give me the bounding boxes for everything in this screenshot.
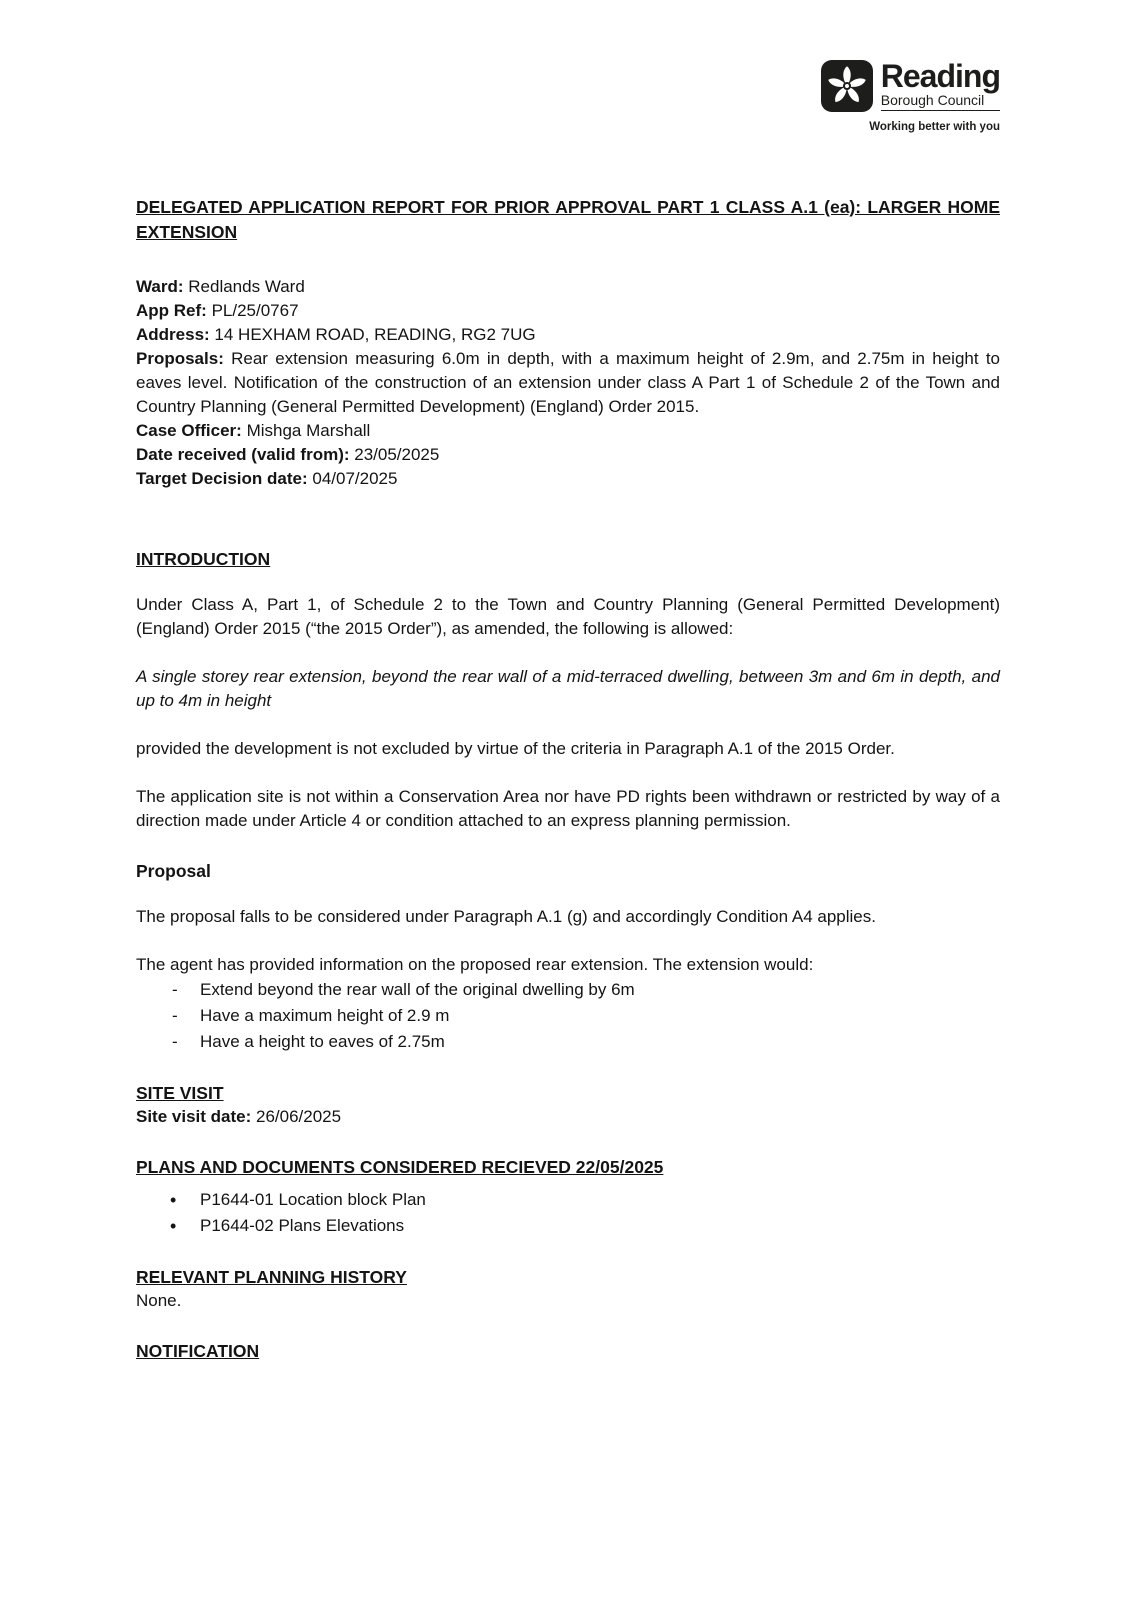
logo-brand: Reading <box>880 58 1000 94</box>
proposal-list-item: - Extend beyond the rear wall of the original dwelling by 6m <box>136 977 1000 1003</box>
site-visit-heading: SITE VISIT <box>136 1083 224 1103</box>
site-visit-date-value: 26/06/2025 <box>256 1107 342 1126</box>
meta-date-received-value: 23/05/2025 <box>354 445 440 464</box>
introduction-paragraph-2: provided the development is not excluded by virtue of the criteria in Paragraph A.1 of the 2015 Order. <box>136 739 895 758</box>
meta-ward <box>136 275 1000 299</box>
meta-proposals <box>136 347 1000 419</box>
history-heading: RELEVANT PLANNING HISTORY <box>136 1267 407 1287</box>
plans-heading: PLANS AND DOCUMENTS CONSIDERED RECIEVED 22/05/2025 <box>136 1157 664 1177</box>
meta-app-ref-value: PL/25/0767 <box>211 301 299 320</box>
plans-list-item: • P1644-01 Location block Plan <box>136 1187 1000 1213</box>
meta-target-date <box>136 467 1000 491</box>
plans-list-item: • P1644-02 Plans Elevations <box>136 1213 1000 1239</box>
document-title: DELEGATED APPLICATION REPORT FOR PRIOR APPROVAL PART 1 CLASS A.1 (ea): LARGER HOME EXTENSION <box>136 197 1000 242</box>
council-logo <box>821 60 1000 139</box>
section-site-visit <box>136 1081 1000 1129</box>
meta-case-officer-label: Case Officer: <box>136 421 242 440</box>
section-planning-history <box>136 1265 1000 1313</box>
proposal-heading: Proposal <box>136 861 211 881</box>
proposal-list-item: - Have a maximum height of 2.9 m <box>136 1003 1000 1029</box>
proposal-paragraph-1: The proposal falls to be considered under Paragraph A.1 (g) and accordingly Condition A4 applies. <box>136 907 876 926</box>
proposal-list-item: - Have a height to eaves of 2.75m <box>136 1029 1000 1055</box>
header <box>136 60 1000 139</box>
site-visit-date-label: Site visit date: <box>136 1107 252 1126</box>
meta-block <box>136 275 1000 491</box>
meta-address-value: 14 HEXHAM ROAD, READING, RG2 7UG <box>214 325 536 344</box>
section-proposal <box>136 859 1000 1055</box>
introduction-paragraph-1: Under Class A, Part 1, of Schedule 2 to the Town and Country Planning (General Permitted Development) (England) Order 2015 (“the 2015 Order”), as amended, the following is allowed: <box>136 595 1000 638</box>
section-plans-documents <box>136 1155 1000 1239</box>
meta-case-officer-value: Mishga Marshall <box>246 421 371 440</box>
section-notification <box>136 1339 1000 1363</box>
meta-address-label: Address: <box>136 325 210 344</box>
meta-target-date-label: Target Decision date: <box>136 469 308 488</box>
logo-subtitle: Borough Council <box>881 92 1000 111</box>
introduction-paragraph-3: The application site is not within a Conservation Area nor have PD rights been withdrawn or restricted by way of a direction made under Article 4 or condition attached to an express planning permission. <box>136 787 1000 830</box>
meta-ward-label: Ward: <box>136 277 184 296</box>
meta-ward-value: Redlands Ward <box>188 277 305 296</box>
meta-date-received-label: Date received (valid from): <box>136 445 350 464</box>
meta-address <box>136 323 1000 347</box>
meta-case-officer <box>136 419 1000 443</box>
reading-rose-icon <box>821 60 873 112</box>
site-visit-date <box>136 1105 1000 1129</box>
plans-list <box>136 1187 1000 1239</box>
logo-tagline: Working better with you <box>869 121 1000 133</box>
history-body: None. <box>136 1291 182 1310</box>
notification-heading: NOTIFICATION <box>136 1341 260 1361</box>
introduction-quote: A single storey rear extension, beyond the rear wall of a mid-terraced dwelling, between 3m and 6m in depth, and up to 4m in height <box>136 667 1000 710</box>
meta-proposals-value: Rear extension measuring 6.0m in depth, with a maximum height of 2.9m, and 2.75m in height to eaves level. Notification of the construction of an extension under class A Part 1 of Schedule 2 of the Town and Country Planning (General Permitted Development) (England) Order 2015. <box>136 349 1000 416</box>
introduction-heading: INTRODUCTION <box>136 549 271 569</box>
proposal-list <box>136 977 1000 1055</box>
proposal-paragraph-2: The agent has provided information on the proposed rear extension. The extension would: <box>136 955 814 974</box>
meta-app-ref <box>136 299 1000 323</box>
meta-date-received <box>136 443 1000 467</box>
meta-target-date-value: 04/07/2025 <box>312 469 398 488</box>
meta-app-ref-label: App Ref: <box>136 301 207 320</box>
section-introduction <box>136 547 1000 833</box>
meta-proposals-label: Proposals: <box>136 349 224 368</box>
